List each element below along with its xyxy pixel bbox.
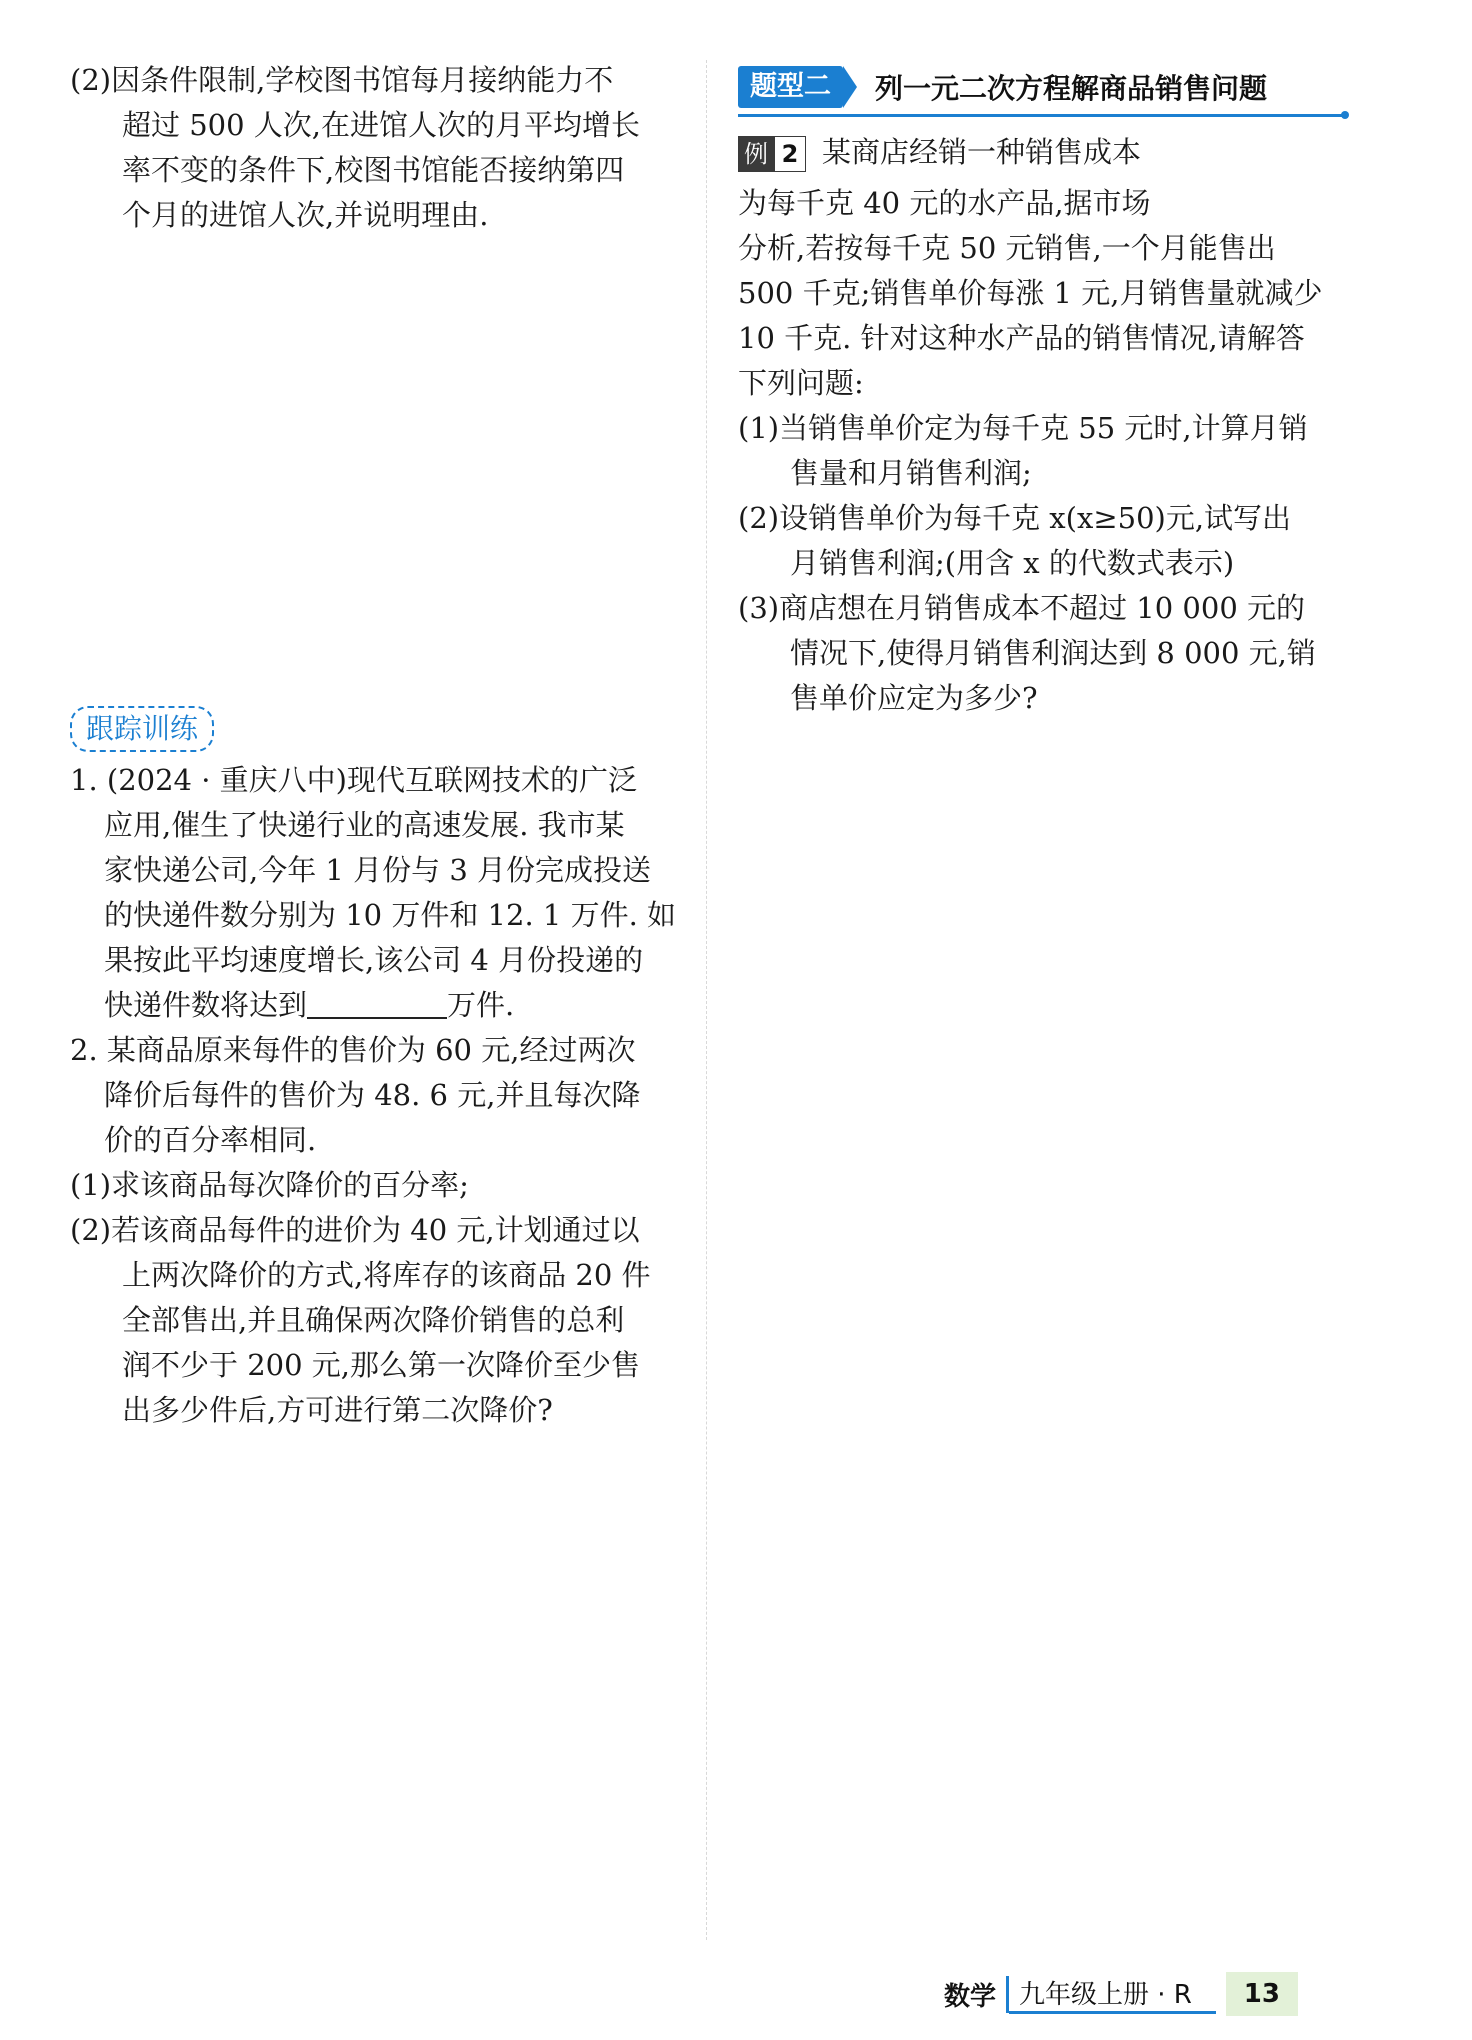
question-1 (70, 758, 680, 1028)
text-line: 分析,若按每千克 50 元销售,一个月能售出 (738, 231, 1276, 265)
text-line: 售单价应定为多少? (790, 681, 1038, 715)
text-line: 降价后每件的售价为 48. 6 元,并且每次降 (104, 1078, 641, 1112)
question-2 (70, 1028, 680, 1433)
tracking-training-label: 跟踪训练 (70, 706, 214, 752)
question-type-title: 列一元二次方程解商品销售问题 (875, 72, 1268, 105)
page-footer (944, 1972, 1298, 2016)
text-line: 果按此平均速度增长,该公司 4 月份投递的 (104, 943, 644, 977)
text-line: 个月的进馆人次,并说明理由. (122, 198, 489, 232)
text-line: 家快递公司,今年 1 月份与 3 月份完成投送 (104, 853, 651, 887)
sub-question-1: (1)当销售单价定为每千克 55 元时,计算月销 (738, 411, 1308, 445)
answer-blank[interactable] (307, 987, 447, 1019)
prev-question-2 (70, 58, 680, 238)
text-line: 价的百分率相同. (104, 1123, 317, 1157)
heading-underline (738, 114, 1343, 117)
example-2 (738, 130, 1348, 721)
text-line: 2. 某商品原来每件的售价为 60 元,经过两次 (70, 1033, 636, 1067)
right-column (738, 64, 1348, 721)
question-type-heading (738, 64, 1348, 110)
text-line: 为每千克 40 元的水产品,据市场 (738, 186, 1151, 220)
example-first-line (738, 130, 1348, 175)
q1-last-prefix: 快递件数将达到 (104, 988, 308, 1022)
example-first-text: 某商店经销一种销售成本 (822, 135, 1142, 169)
question-type-tag: 题型二 (738, 66, 843, 108)
sub-question-1: (1)求该商品每次降价的百分率; (70, 1168, 469, 1202)
text-line: 500 千克;销售单价每涨 1 元,月销售量就减少 (738, 276, 1323, 310)
sub-question-3: (3)商店想在月销售成本不超过 10 000 元的 (738, 591, 1305, 625)
text-line: 1. (2024 · 重庆八中)现代互联网技术的广泛 (70, 763, 637, 797)
text-line: 月销售利润;(用含 x 的代数式表示) (790, 546, 1235, 580)
text-line: 率不变的条件下,校图书馆能否接纳第四 (122, 153, 625, 187)
page-number: 13 (1226, 1972, 1298, 2016)
text-line: (2)因条件限制,学校图书馆每月接纳能力不 (70, 63, 614, 97)
text-line: 上两次降价的方式,将库存的该商品 20 件 (122, 1258, 651, 1292)
footer-book: 九年级上册 · R (1009, 1974, 1216, 2014)
example-label: 例 (738, 136, 774, 172)
q1-last-suffix: 万件. (447, 988, 515, 1022)
text-line: 下列问题: (738, 366, 864, 400)
text-line: 应用,催生了快递行业的高速发展. 我市某 (104, 808, 625, 842)
text-line: 超过 500 人次,在进馆人次的月平均增长 (122, 108, 641, 142)
text-line: 售量和月销售利润; (790, 456, 1032, 490)
text-line (70, 983, 680, 1028)
answer-space (70, 238, 680, 706)
text-line: 的快递件数分别为 10 万件和 12. 1 万件. 如 (104, 898, 677, 932)
column-divider (706, 60, 707, 1940)
text-line: 润不少于 200 元,那么第一次降价至少售 (122, 1348, 641, 1382)
example-number: 2 (774, 136, 806, 172)
text-line: 出多少件后,方可进行第二次降价? (122, 1393, 553, 1427)
text-line: 情况下,使得月销售利润达到 8 000 元,销 (790, 636, 1316, 670)
sub-question-2: (2)设销售单价为每千克 x(x≥50)元,试写出 (738, 501, 1292, 535)
example-badge (738, 136, 806, 172)
text-line: 全部售出,并且确保两次降价销售的总利 (122, 1303, 625, 1337)
text-line: 10 千克. 针对这种水产品的销售情况,请解答 (738, 321, 1305, 355)
footer-subject: 数学 (944, 1976, 1009, 2013)
text-line: (2)若该商品每件的进价为 40 元,计划通过以 (70, 1213, 640, 1247)
left-column (70, 58, 680, 1433)
